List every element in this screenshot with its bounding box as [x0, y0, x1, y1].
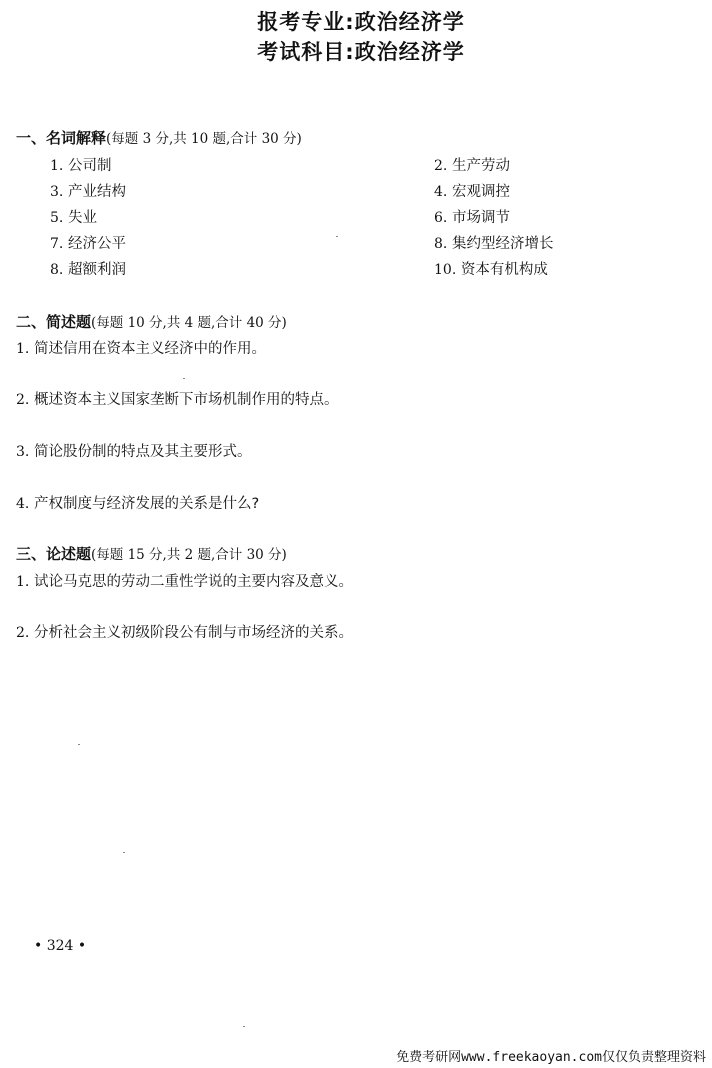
term-item: 1. 公司制	[50, 158, 112, 174]
term-item: 8. 集约型经济增长	[434, 236, 554, 252]
section1-title: 一、名词解释	[16, 129, 107, 147]
question-item: 1. 简述信用在资本主义经济中的作用。	[16, 341, 266, 357]
section3-title: 三、论述题	[16, 545, 92, 563]
term-item: 6. 市场调节	[434, 210, 510, 226]
scan-speck	[243, 1026, 245, 1027]
question-item: 1. 试论马克思的劳动二重性学说的主要内容及意义。	[16, 574, 353, 590]
term-item: 3. 产业结构	[50, 184, 126, 200]
question-item: 3. 简论股份制的特点及其主要形式。	[16, 444, 252, 460]
term-item: 8. 超额利润	[50, 262, 126, 278]
scan-speck	[183, 378, 185, 379]
section3-heading	[16, 543, 287, 564]
section1-heading	[16, 127, 302, 148]
section1-note: (每题 3 分,共 10 题,合计 30 分)	[106, 131, 302, 147]
term-item: 5. 失业	[50, 210, 97, 226]
section3-note: (每题 15 分,共 2 题,合计 30 分)	[91, 547, 287, 563]
question-item: 4. 产权制度与经济发展的关系是什么?	[16, 496, 260, 512]
scan-speck	[78, 744, 80, 745]
footer-watermark: 免费考研网www.freekaoyan.com仅仅负责整理资料	[396, 1050, 706, 1065]
term-item: 10. 资本有机构成	[434, 262, 548, 278]
section2-title: 二、简述题	[16, 313, 92, 331]
term-item: 7. 经济公平	[50, 236, 126, 252]
scan-speck	[123, 852, 125, 853]
question-item: 2. 分析社会主义初级阶段公有制与市场经济的关系。	[16, 625, 353, 641]
header-major: 报考专业:政治经济学	[257, 10, 465, 34]
term-item: 4. 宏观调控	[434, 184, 510, 200]
term-item: 2. 生产劳动	[434, 158, 510, 174]
section2-note: (每题 10 分,共 4 题,合计 40 分)	[91, 315, 287, 331]
page-number: • 324 •	[34, 938, 87, 954]
header-subject: 考试科目:政治经济学	[257, 40, 465, 64]
section2-heading	[16, 311, 287, 332]
question-item: 2. 概述资本主义国家垄断下市场机制作用的特点。	[16, 392, 339, 408]
scan-speck	[336, 236, 338, 237]
